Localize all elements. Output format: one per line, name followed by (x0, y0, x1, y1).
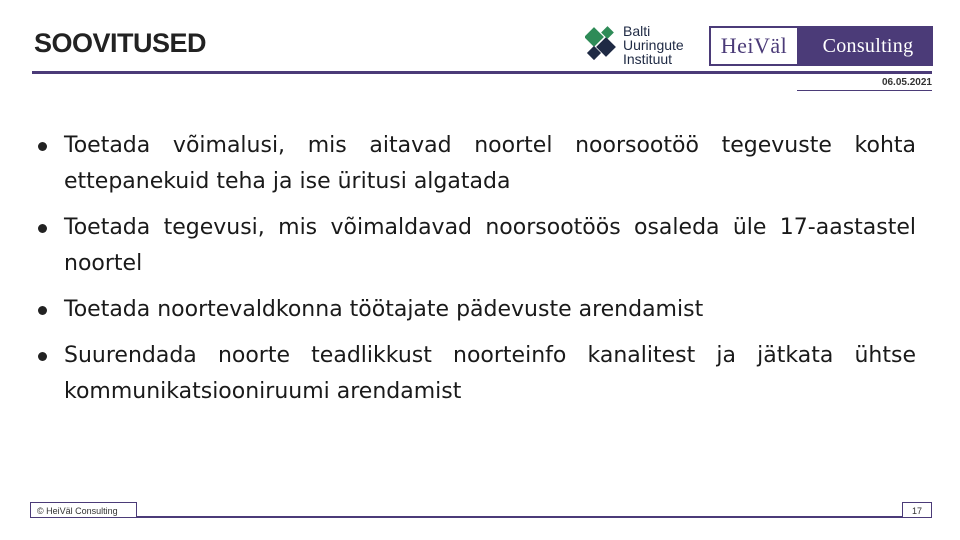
bullet-icon (38, 142, 47, 151)
page-number: 17 (902, 502, 932, 518)
heival-logo-right: Consulting (822, 34, 914, 57)
bullet-icon (38, 306, 47, 315)
bui-logo-text (623, 24, 684, 66)
list-item (36, 292, 916, 328)
slide-date: 06.05.2021 (881, 77, 932, 88)
bullet-icon (38, 352, 47, 361)
footer-divider (137, 516, 902, 518)
list-item (36, 210, 916, 282)
list-item (36, 128, 916, 200)
bui-logo-line: Balti (623, 23, 651, 39)
bullet-icon (38, 224, 47, 233)
heival-consulting-logo (709, 26, 933, 66)
bui-logo-line: Instituut (623, 51, 673, 67)
list-item-text: Suurendada noorte teadlikkust noorteinfo kanalitest ja jätkata ühtse kommunikatsiooniruumi arendamist (64, 343, 916, 404)
slide-title: SOOVITUSED (34, 28, 207, 58)
footer-copyright: © HeiVäl Consulting (30, 502, 137, 518)
title-divider (32, 71, 932, 74)
recommendation-list (36, 128, 916, 420)
heival-logo-left: HeiVäl (709, 26, 799, 66)
date-divider (797, 90, 932, 91)
list-item (36, 338, 916, 410)
list-item-text: Toetada noortevaldkonna töötajate pädevuste arendamist (64, 297, 704, 322)
bui-logo-line: Uuringute (623, 37, 684, 53)
list-item-text: Toetada võimalusi, mis aitavad noortel noorsootöö tegevuste kohta ettepanekuid teha ja ise üritusi algatada (64, 133, 916, 194)
list-item-text: Toetada tegevusi, mis võimaldavad noorsootöös osaleda üle 17-aastastel noortel (64, 215, 916, 276)
bui-logo (585, 24, 695, 66)
bui-logo-icon (585, 26, 619, 64)
